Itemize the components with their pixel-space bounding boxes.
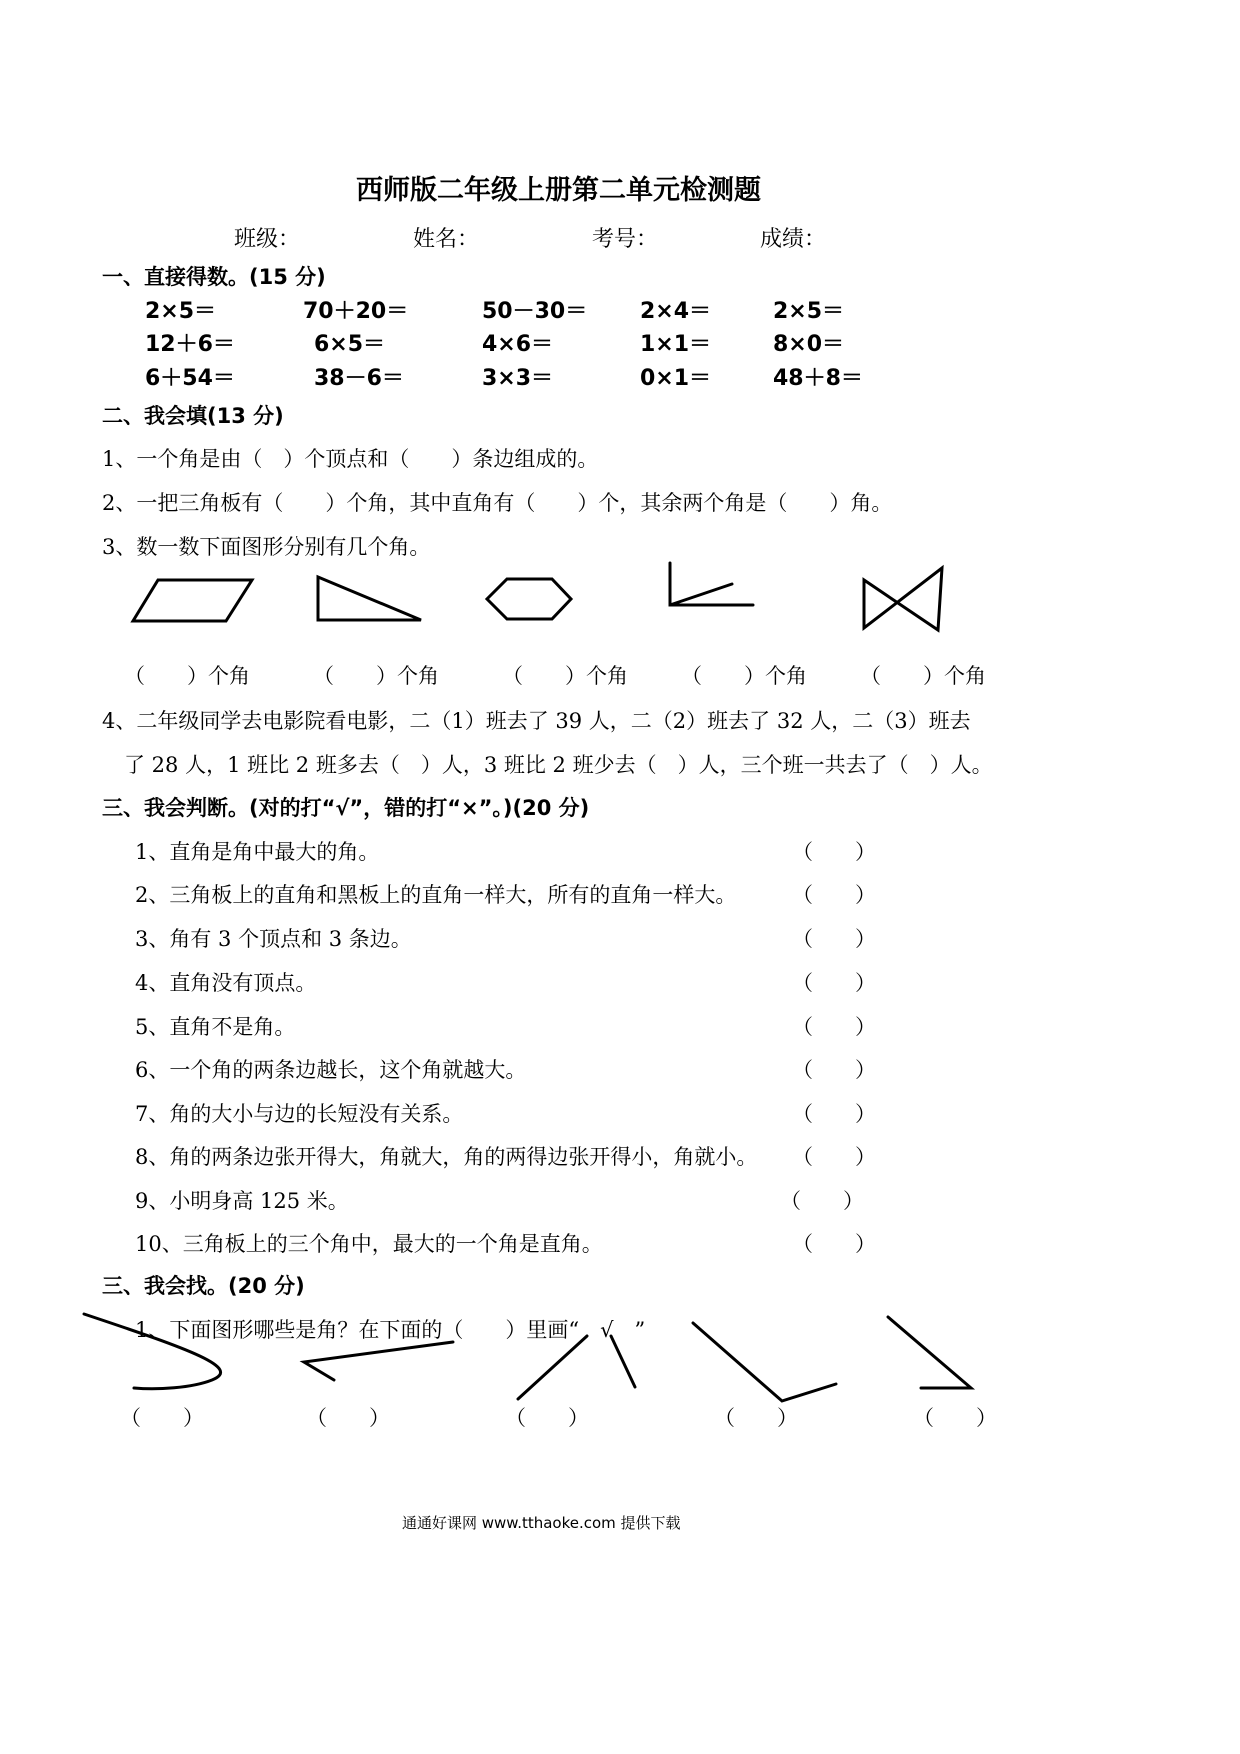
judgement-item: 3、角有 3 个顶点和 3 条边。 [135, 927, 412, 951]
exam-number-label: 考号： [592, 227, 659, 252]
section2-heading: 二、我会填(13 分) [102, 404, 284, 428]
judgement-paren: （ ） [792, 1232, 876, 1256]
judgement-paren: （ ） [792, 1145, 876, 1169]
judgement-item: 4、直角没有顶点。 [135, 971, 317, 995]
answer-paren: （ ） [306, 1406, 390, 1430]
judgement-paren: （ ） [792, 971, 876, 995]
judgement-paren: （ ） [792, 840, 876, 864]
question-2-1: 1、一个角是由（ ）个顶点和（ ）条边组成的。 [102, 447, 599, 471]
footer-credit: 通通好课网 www.tthaoke.com 提供下载 [402, 1514, 681, 1532]
calc-item: 48＋8＝ [773, 366, 863, 391]
section1-heading: 一、直接得数。(15 分) [102, 265, 326, 289]
question-2-3: 3、数一数下面图形分别有几个角。 [102, 535, 431, 559]
judgement-paren: （ ） [792, 927, 876, 951]
judgement-paren: （ ） [792, 1102, 876, 1126]
answer-paren: （ ） [120, 1406, 204, 1430]
judgement-item: 1、直角是角中最大的角。 [135, 840, 380, 864]
curved-figure [82, 1310, 227, 1392]
acute-angle-figure [885, 1314, 977, 1392]
calc-item: 4×6＝ [482, 332, 554, 357]
judgement-item: 9、小明身高 125 米。 [135, 1189, 349, 1213]
calc-item: 70＋20＝ [303, 299, 409, 324]
answer-paren: （ ） [913, 1406, 997, 1430]
score-label: 成绩： [760, 227, 827, 252]
name-label: 姓名： [413, 227, 480, 252]
parallelogram-figure [130, 578, 255, 623]
calc-item: 2×5＝ [773, 299, 845, 324]
calc-item: 2×5＝ [145, 299, 217, 324]
open-angle-figure [298, 1340, 458, 1382]
judgement-item: 6、一个角的两条边越长，这个角就越大。 [135, 1058, 527, 1082]
question-4-1: 1、下面图形哪些是角？在下面的（ ）里画“ √ ” [135, 1318, 646, 1342]
class-label: 班级： [234, 227, 301, 252]
shape-answer: （ ）个角 [502, 664, 628, 688]
right-triangle-figure [315, 575, 425, 623]
question-2-2: 2、一把三角板有（ ）个角，其中直角有（ ）个，其余两个角是（ ）角。 [102, 491, 893, 515]
judgement-paren: （ ） [780, 1189, 864, 1213]
shape-answer: （ ）个角 [860, 664, 986, 688]
question-2-4-line2: 了 28 人，1 班比 2 班多去（ ）人，3 班比 2 班少去（ ）人，三个班一共去了（ ）人。 [124, 753, 993, 777]
calc-item: 12＋6＝ [145, 332, 235, 357]
answer-paren: （ ） [714, 1406, 798, 1430]
judgement-paren: （ ） [792, 883, 876, 907]
judgement-paren: （ ） [792, 1058, 876, 1082]
shape-answer: （ ）个角 [681, 664, 807, 688]
section3-heading: 三、我会判断。(对的打“√”，错的打“×”。)(20 分) [102, 796, 590, 820]
separated-lines-figure [515, 1333, 640, 1403]
calc-item: 3×3＝ [482, 366, 554, 391]
calc-item: 1×1＝ [640, 332, 712, 357]
section4-heading: 三、我会找。(20 分) [102, 1274, 305, 1298]
calc-item: 38－6＝ [314, 366, 404, 391]
shape-answer: （ ）个角 [124, 664, 250, 688]
calc-item: 6＋54＝ [145, 366, 235, 391]
judgement-item: 7、角的大小与边的长短没有关系。 [135, 1102, 464, 1126]
hexagon-figure [484, 577, 574, 621]
judgement-item: 8、角的两条边张开得大，角就大，角的两得边张开得小，角就小。 [135, 1145, 758, 1169]
shape-answer: （ ）个角 [313, 664, 439, 688]
judgement-paren: （ ） [792, 1015, 876, 1039]
calc-item: 2×4＝ [640, 299, 712, 324]
calc-item: 6×5＝ [314, 332, 386, 357]
judgement-item: 5、直角不是角。 [135, 1015, 296, 1039]
obtuse-angle-figure [690, 1320, 840, 1405]
judgement-item: 10、三角板上的三个角中，最大的一个角是直角。 [135, 1232, 603, 1256]
calc-item: 0×1＝ [640, 366, 712, 391]
bowtie-figure [862, 566, 948, 633]
question-2-4-line1: 4、二年级同学去电影院看电影，二（1）班去了 39 人，二（2）班去了 32 人，二（3）班去 [102, 709, 971, 733]
page-title: 西师版二年级上册第二单元检测题 [356, 175, 761, 206]
calc-item: 8×0＝ [773, 332, 845, 357]
answer-paren: （ ） [505, 1406, 589, 1430]
angle-figure [668, 561, 758, 609]
judgement-item: 2、三角板上的直角和黑板上的直角一样大，所有的直角一样大。 [135, 883, 737, 907]
calc-item: 50－30＝ [482, 299, 588, 324]
